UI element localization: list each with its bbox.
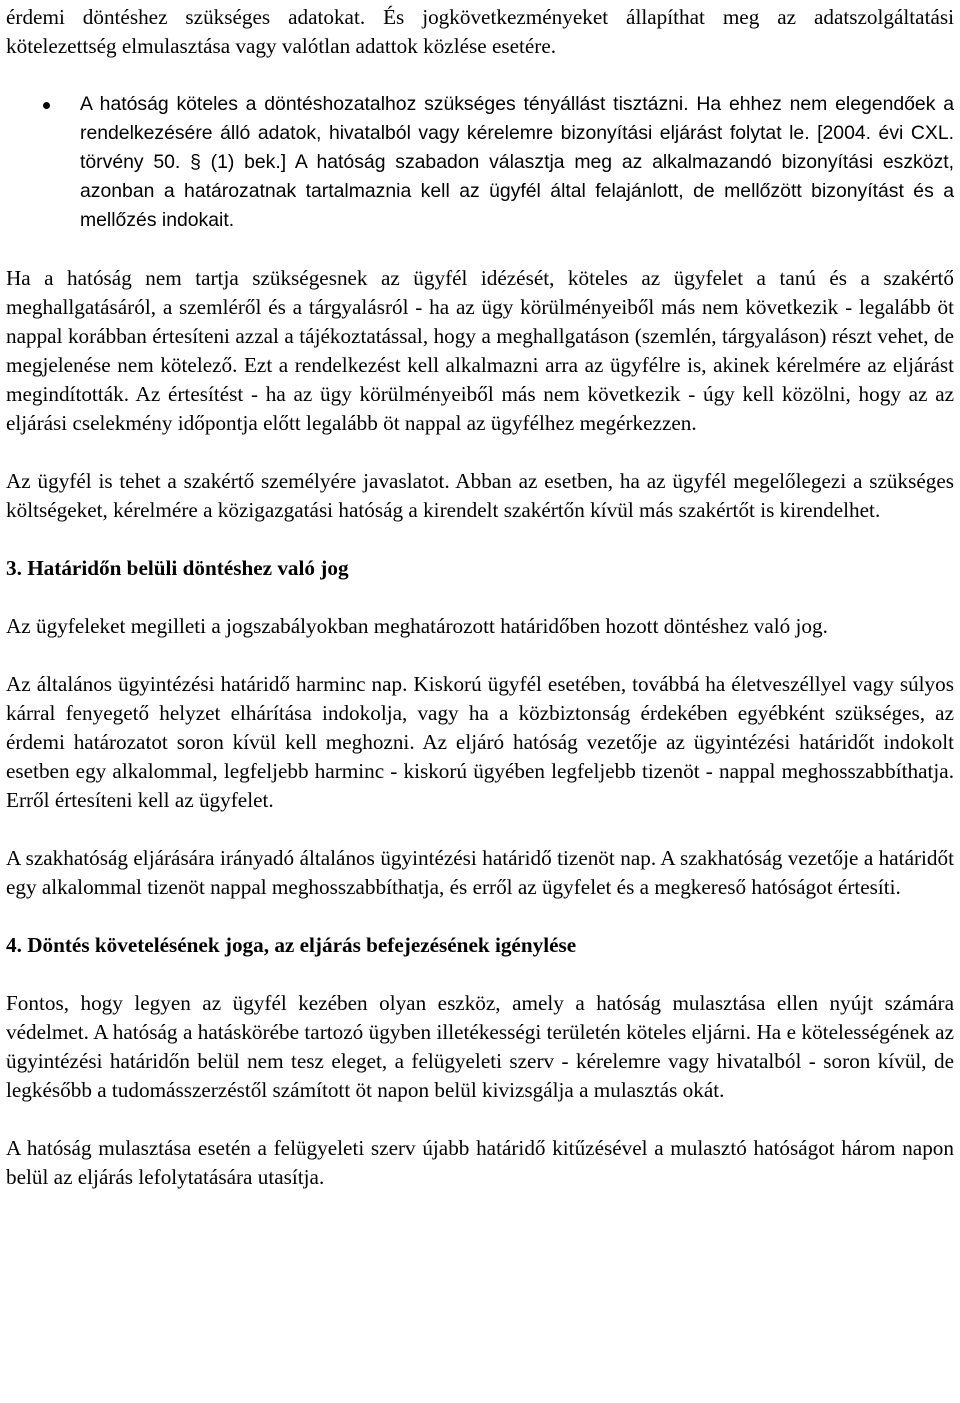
body-paragraph: A szakhatóság eljárására irányadó általános ügyintézési határidő tizenöt nap. A szakhatóság vezetője a határidőt egy alkalommal tizenöt nappal meghosszabbíthatja, és erről az ügyfelet és a megkereső hatóságot értesíti. [6,846,954,899]
section-heading: 3. Határidőn belüli döntéshez való jog [6,556,349,580]
bullet-list-item [6,90,954,235]
body-paragraph: Ha a hatóság nem tartja szükségesnek az ügyfél idézését, köteles az ügyfelet a tanú és a szakértő meghallgatásáról, a szemléről és a tárgyalásról - ha az ügy körülményeiből más nem következik - legalább öt nappal korábban értesíteni azzal a tájékoztatással, hogy a meghallgatáson (szemlén, tárgyaláson) részt vehet, de megjelenése nem kötelező. Ezt a rendelkezést kell alkalmazni arra az ügyfélre is, akinek kérelmére az eljárást megindították. Az értesítést - ha az ügy körülményeiből más nem következik - úgy kell közölni, hogy az az eljárási cselekmény időpontja előtt legalább öt nappal az ügyfélhez megérkezzen. [6,266,954,435]
section-heading: 4. Döntés követelésének joga, az eljárás befejezésének igénylése [6,933,577,957]
body-paragraph: Fontos, hogy legyen az ügyfél kezében olyan eszköz, amely a hatóság mulasztása ellen nyújt számára védelmet. A hatóság a hatáskörébe tartozó ügyben illetékességi területén köteles eljárni. Ha e kötelességének az ügyintézési határidőn belül nem tesz eleget, a felügyeleti szerv - kérelemre vagy hivatalból - soron kívül, de legkésőbb a tudomásszerzéstől számított öt napon belül kivizsgálja a mulasztás okát. [6,991,954,1102]
bullet-icon [43,102,50,109]
body-paragraph: Az ügyfél is tehet a szakértő személyére javaslatot. Abban az esetben, ha az ügyfél megelőlegezi a szükséges költségeket, kérelmére a közigazgatási hatóság a kirendelt szakértőn kívül más szakértőt is kirendelhet. [6,469,954,522]
body-paragraph: A hatóság mulasztása esetén a felügyeleti szerv újabb határidő kitűzésével a mulasztó hatóságot három napon belül az eljárás lefolytatására utasítja. [6,1136,954,1189]
paragraph-continuation: érdemi döntéshez szükséges adatokat. És jogkövetkezményeket állapíthat meg az adatszolgáltatási kötelezettség elmulasztása vagy valótlan adattok közlése esetére. [6,5,954,58]
bullet-item-text: A hatóság köteles a döntéshozatalhoz szükséges tényállást tisztázni. Ha ehhez nem elegendőek a rendelkezésére álló adatok, hivatalból vagy kérelemre bizonyítási eljárást folytat le. [2004. évi CXL. törvény 50. § (1) bek.] A hatóság szabadon választja meg az alkalmazandó bizonyítási eszközt, azonban a határozatnak tartalmaznia kell az ügyfél által felajánlott, de mellőzött bizonyítást és a mellőzés indokait. [80,93,954,231]
document-page [0,3,960,1403]
body-paragraph: Az általános ügyintézési határidő harminc nap. Kiskorú ügyfél esetében, továbbá ha életveszéllyel vagy súlyos kárral fenyegető helyzet elhárítása indokolja, vagy ha a közbiztonság érdekében egyébként szükséges, az érdemi határozatot soron kívül kell meghozni. Az eljáró hatóság vezetője az ügyintézési határidőt indokolt esetben egy alkalommal, legfeljebb harminc - kiskorú ügyében legfeljebb tizenöt - nappal meghosszabbíthatja. Erről értesíteni kell az ügyfelet. [6,672,954,812]
body-paragraph: Az ügyfeleket megilleti a jogszabályokban meghatározott határidőben hozott döntéshez való jog. [6,614,828,638]
